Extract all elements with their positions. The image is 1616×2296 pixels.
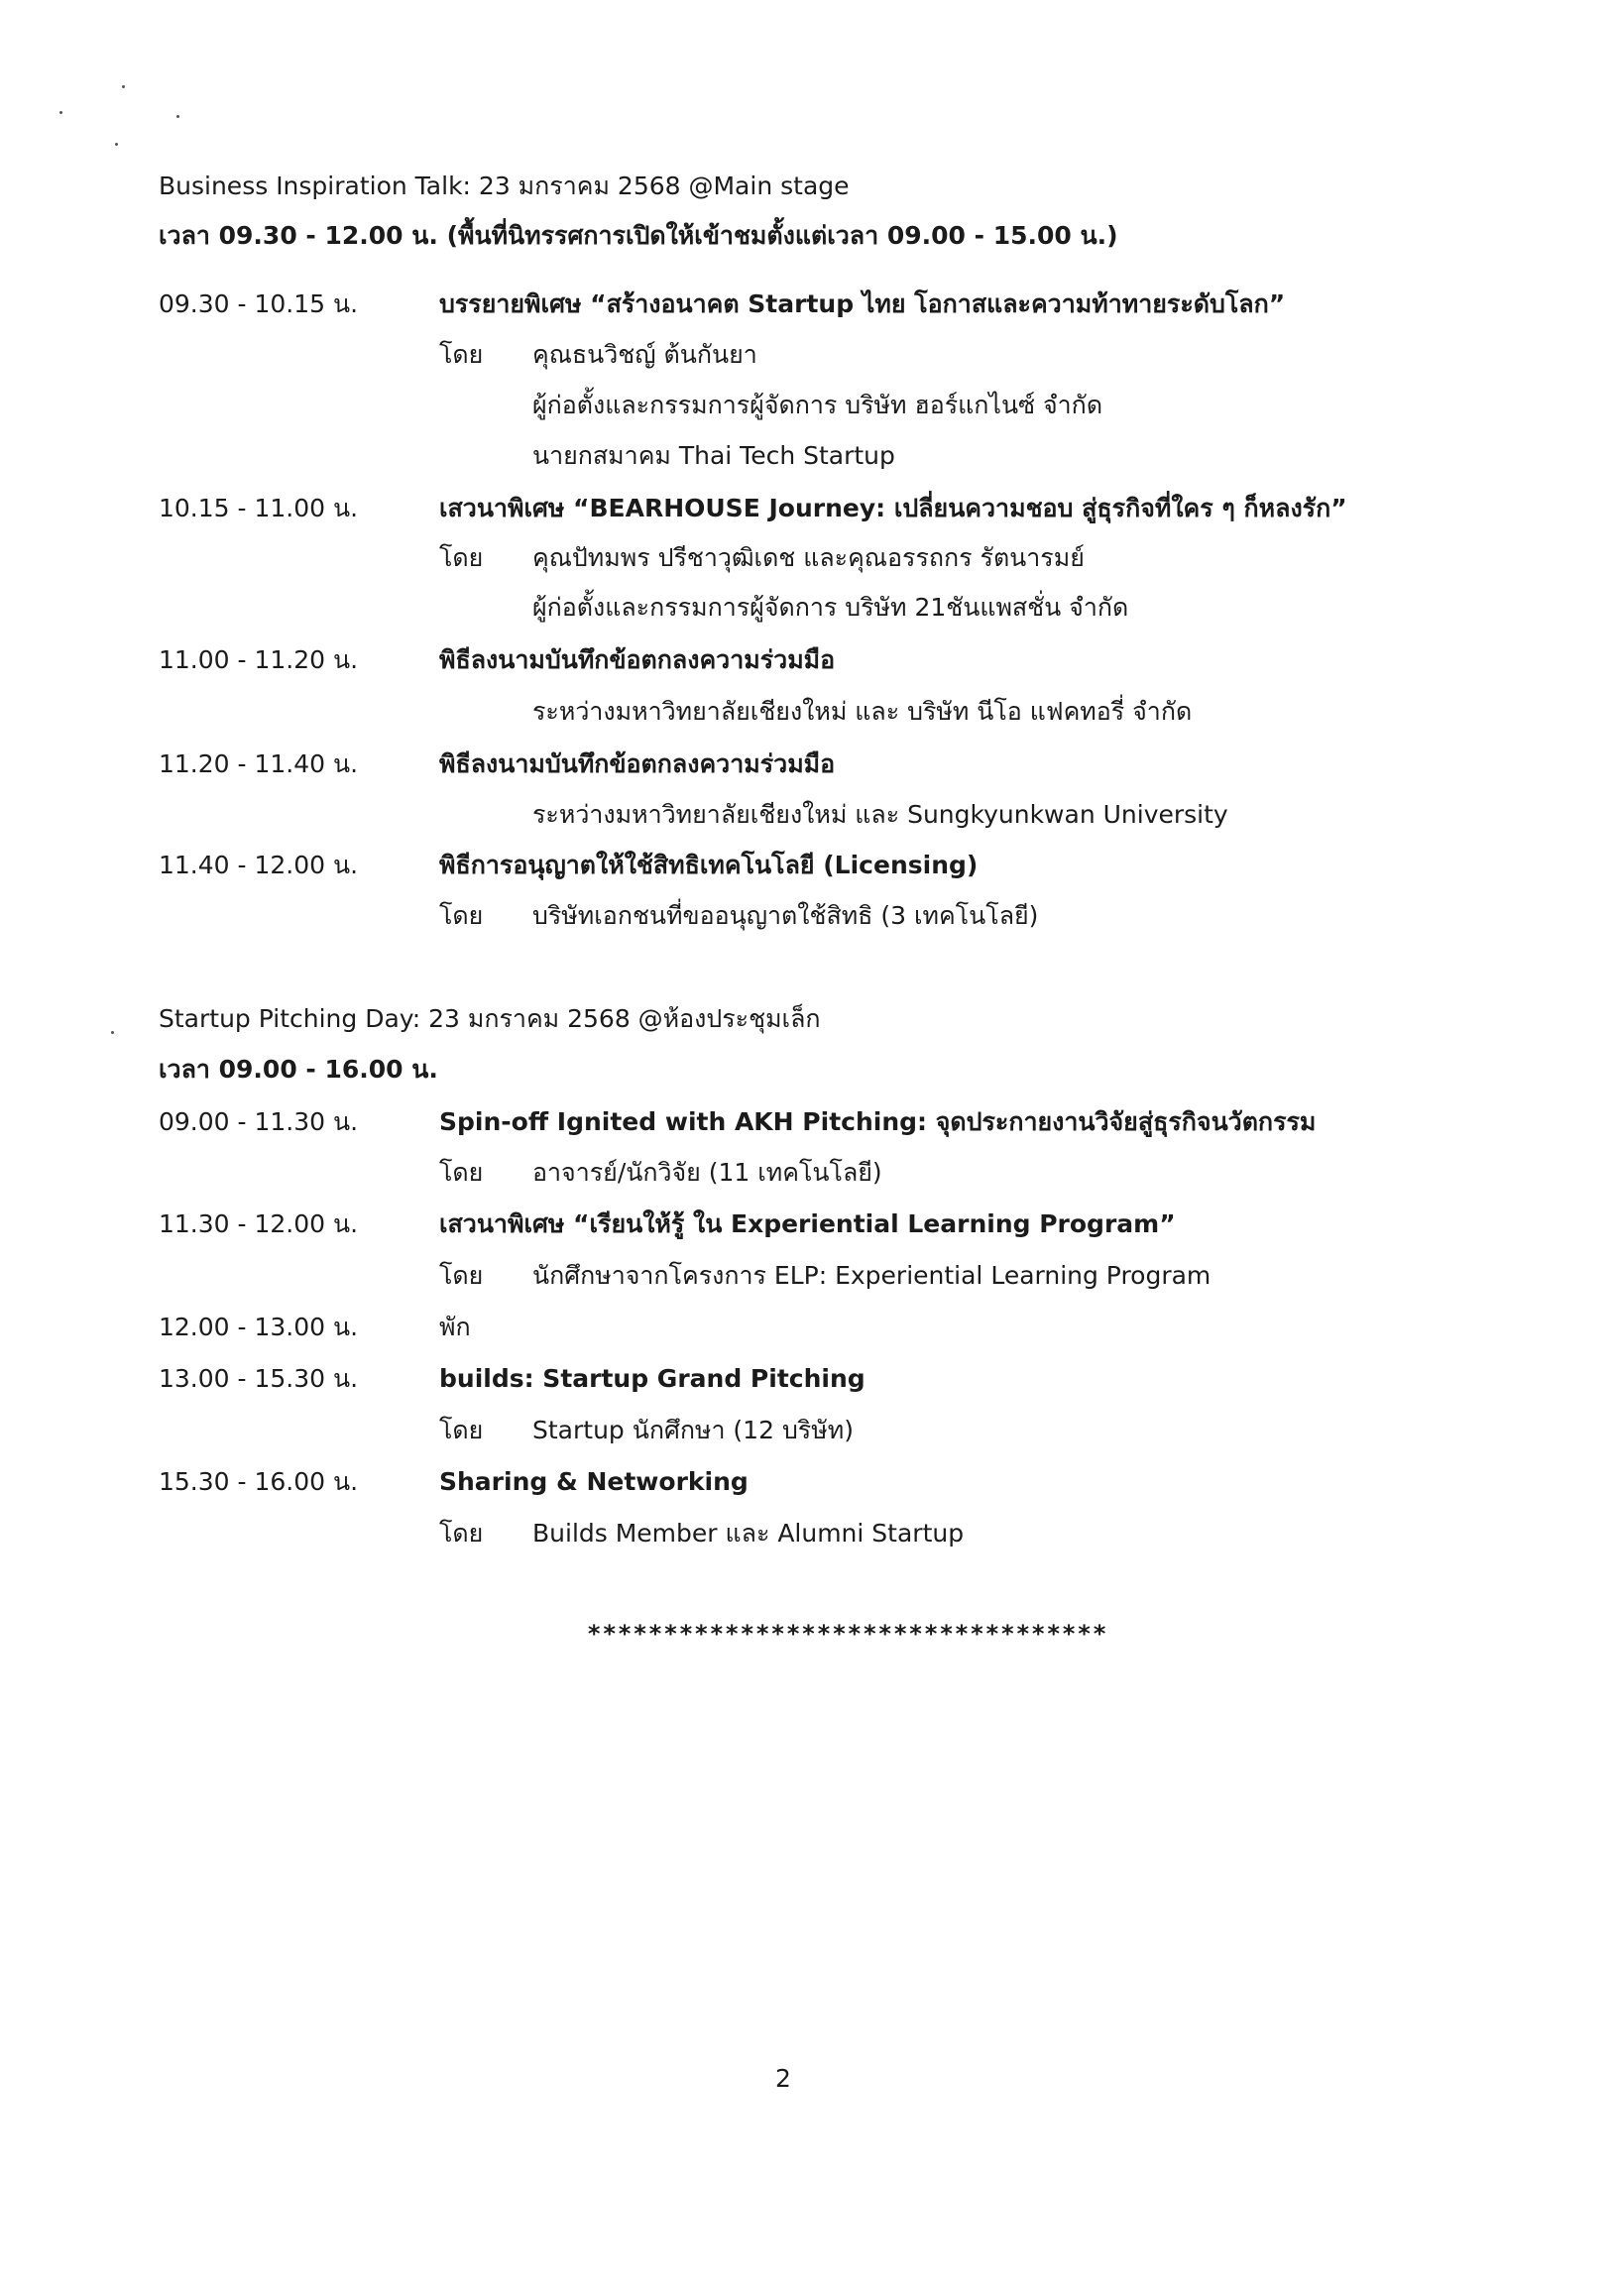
item-by-label: โดย — [439, 1416, 484, 1444]
item-detail: ผู้ก่อตั้งและกรรมการผู้จัดการ บริษัท 21ชันแพสชั่น จำกัด — [532, 593, 1129, 622]
item-time: 11.00 - 11.20 น. — [159, 645, 359, 674]
item-title: Spin-off Ignited with AKH Pitching: จุดประกายงานวิจัยสู่ธุรกิจนวัตกรรม — [439, 1107, 1317, 1136]
section-heading: Startup Pitching Day: 23 มกราคม 2568 @ห้องประชุมเล็ก — [159, 1004, 821, 1033]
item-by-label: โดย — [439, 1519, 484, 1548]
section-time-note: เวลา 09.30 - 12.00 น. (พื้นที่นิทรรศการเปิดให้เข้าชมตั้งแต่เวลา 09.00 - 15.00 น.) — [159, 221, 1118, 250]
item-time: 11.20 - 11.40 น. — [159, 749, 359, 778]
scan-speck — [59, 111, 62, 114]
scan-speck — [111, 1031, 114, 1034]
item-title: builds: Startup Grand Pitching — [439, 1364, 866, 1393]
item-time: 12.00 - 13.00 น. — [159, 1313, 359, 1341]
section-heading: Business Inspiration Talk: 23 มกราคม 2568 @Main stage — [159, 172, 850, 200]
item-time: 09.30 - 10.15 น. — [159, 289, 359, 318]
item-title: บรรยายพิเศษ “สร้างอนาคต Startup ไทย โอกาสและความท้าทายระดับโลก” — [439, 289, 1286, 318]
page-number: 2 — [775, 2064, 791, 2093]
item-detail: คุณปัทมพร ปรีชาวุฒิเดช และคุณอรรถกร รัตนารมย์ — [532, 543, 1085, 572]
separator-stars: ********************************** — [587, 1620, 1108, 1648]
item-detail: ผู้ก่อตั้งและกรรมการผู้จัดการ บริษัท ฮอร์แกไนซ์ จำกัด — [532, 391, 1103, 419]
item-title: พิธีลงนามบันทึกข้อตกลงความร่วมมือ — [439, 645, 836, 674]
item-detail: Startup นักศึกษา (12 บริษัท) — [532, 1416, 854, 1444]
section-time-note: เวลา 09.00 - 16.00 น. — [159, 1055, 438, 1084]
item-title: พิธีการอนุญาตให้ใช้สิทธิเทคโนโลยี (Licensing) — [439, 851, 979, 879]
item-time: 15.30 - 16.00 น. — [159, 1467, 359, 1496]
item-detail: นายกสมาคม Thai Tech Startup — [532, 441, 895, 470]
scan-speck — [115, 143, 118, 146]
item-time: 09.00 - 11.30 น. — [159, 1107, 359, 1136]
item-detail: คุณธนวิชญ์ ต้นกันยา — [532, 340, 757, 369]
scan-speck — [176, 115, 179, 118]
item-detail: บริษัทเอกชนที่ขออนุญาตใช้สิทธิ (3 เทคโนโลยี) — [532, 901, 1039, 930]
item-by-label: โดย — [439, 340, 484, 369]
item-time: 10.15 - 11.00 น. — [159, 494, 359, 522]
item-by-label: โดย — [439, 1261, 484, 1290]
scan-speck — [122, 85, 125, 88]
item-detail: ระหว่างมหาวิทยาลัยเชียงใหม่ และ Sungkyunkwan University — [532, 800, 1228, 829]
item-time: 11.40 - 12.00 น. — [159, 851, 359, 879]
item-detail: ระหว่างมหาวิทยาลัยเชียงใหม่ และ บริษัท นีโอ แฟคทอรี่ จำกัด — [532, 697, 1193, 726]
item-title: พิธีลงนามบันทึกข้อตกลงความร่วมมือ — [439, 749, 836, 778]
item-detail: อาจารย์/นักวิจัย (11 เทคโนโลยี) — [532, 1158, 882, 1187]
item-title: เสวนาพิเศษ “เรียนให้รู้ ใน Experiential Learning Program” — [439, 1209, 1176, 1238]
item-detail: นักศึกษาจากโครงการ ELP: Experiential Learning Program — [532, 1261, 1212, 1290]
item-title: Sharing & Networking — [439, 1467, 749, 1496]
item-by-label: โดย — [439, 1158, 484, 1187]
item-by-label: โดย — [439, 543, 484, 572]
item-detail: Builds Member และ Alumni Startup — [532, 1519, 965, 1548]
item-by-label: โดย — [439, 901, 484, 930]
item-title: เสวนาพิเศษ “BEARHOUSE Journey: เปลี่ยนความชอบ สู่ธุรกิจที่ใคร ๆ ก็หลงรัก” — [439, 494, 1347, 522]
item-time: 13.00 - 15.30 น. — [159, 1364, 359, 1393]
item-time: 11.30 - 12.00 น. — [159, 1209, 359, 1238]
item-title: พัก — [439, 1313, 471, 1341]
